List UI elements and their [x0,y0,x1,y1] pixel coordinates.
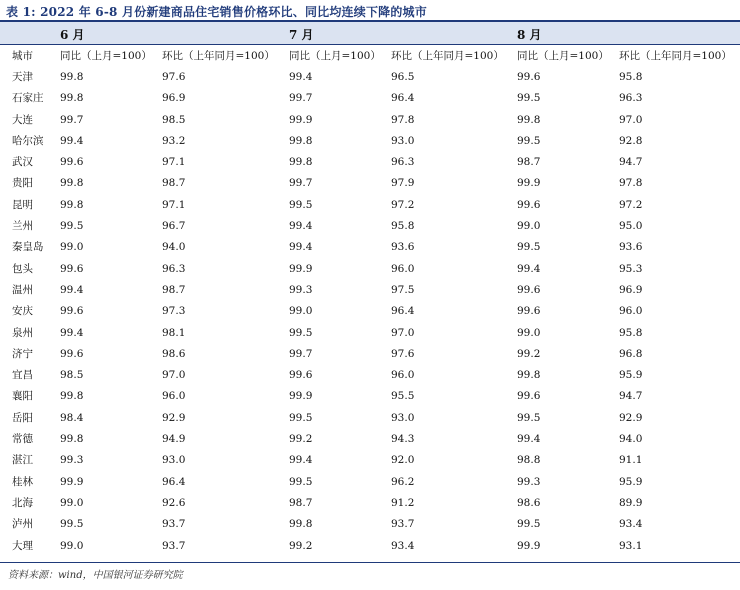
cell-city: 桂林 [12,475,33,488]
cell-mom-august: 95.0 [619,220,643,233]
table-row [0,301,740,322]
table-row [0,110,740,131]
cell-mom-july: 95.5 [391,390,415,403]
cell-yoy-august: 99.6 [517,390,541,403]
cell-mom-august: 92.9 [619,411,643,424]
cell-city: 天津 [12,71,33,83]
month-header-row [0,22,740,44]
cell-mom-june: 92.9 [162,411,186,424]
cell-city: 秦皇岛 [12,241,44,254]
cell-city: 北海 [12,496,33,509]
cell-yoy-august: 98.7 [517,156,541,169]
cell-mom-july: 97.0 [391,326,415,339]
cell-mom-june: 93.7 [162,539,186,552]
cell-yoy-june: 99.8 [60,92,84,105]
cell-yoy-august: 98.8 [517,454,541,467]
cell-yoy-june: 99.8 [60,433,84,446]
table-row [0,408,740,429]
cell-mom-july: 97.5 [391,283,415,296]
cell-yoy-july: 99.5 [289,475,313,488]
cell-mom-june: 93.2 [162,134,186,147]
cell-mom-june: 97.1 [162,198,186,211]
cell-yoy-july: 99.5 [289,411,313,424]
cell-yoy-july: 99.3 [289,283,313,296]
cell-city: 贵阳 [12,177,33,190]
cell-yoy-july: 99.4 [289,220,313,233]
column-header-row [0,45,740,67]
cell-mom-july: 96.5 [391,71,415,83]
cell-yoy-july: 99.7 [289,177,313,190]
cell-city: 宜昌 [12,369,33,382]
cell-mom-july: 93.6 [391,241,415,254]
cell-mom-july: 97.6 [391,347,415,360]
cell-yoy-august: 99.8 [517,369,541,382]
cell-yoy-july: 99.8 [289,156,313,169]
cell-yoy-june: 99.0 [60,539,84,552]
cell-mom-june: 97.1 [162,156,186,169]
cell-mom-august: 95.8 [619,71,643,83]
table-row [0,131,740,152]
header-yoy-june: 同比（上月=100） [60,50,152,62]
cell-yoy-june: 99.4 [60,326,84,339]
cell-yoy-june: 98.4 [60,411,84,424]
cell-mom-june: 98.5 [162,113,186,126]
table-body [0,67,740,557]
cell-mom-july: 96.3 [391,156,415,169]
month-july: 7 月 [289,28,314,42]
table-row [0,323,740,344]
cell-mom-august: 91.1 [619,454,643,467]
cell-mom-june: 93.7 [162,518,186,531]
cell-mom-june: 98.7 [162,283,186,296]
cell-mom-june: 98.6 [162,347,186,360]
cell-mom-july: 96.0 [391,262,415,275]
cell-mom-july: 93.4 [391,539,415,552]
table-row [0,67,740,88]
cell-mom-august: 95.8 [619,326,643,339]
cell-yoy-august: 99.6 [517,198,541,211]
cell-mom-june: 94.9 [162,433,186,446]
cell-mom-august: 94.7 [619,156,643,169]
cell-yoy-june: 99.4 [60,283,84,296]
cell-yoy-june: 99.7 [60,113,84,126]
cell-yoy-july: 99.4 [289,241,313,254]
cell-mom-august: 97.8 [619,177,643,190]
table-row [0,536,740,557]
cell-city: 济宁 [12,347,33,360]
cell-yoy-july: 99.4 [289,454,313,467]
cell-mom-august: 95.9 [619,475,643,488]
cell-yoy-june: 99.8 [60,198,84,211]
cell-yoy-august: 99.0 [517,326,541,339]
cell-yoy-june: 99.0 [60,496,84,509]
table-row [0,152,740,173]
cell-mom-august: 92.8 [619,134,643,147]
table-row [0,450,740,471]
month-august: 8 月 [517,28,542,42]
cell-yoy-july: 99.5 [289,198,313,211]
table-row [0,514,740,535]
cell-mom-august: 93.1 [619,539,643,552]
cell-yoy-july: 99.8 [289,518,313,531]
cell-city: 襄阳 [12,390,33,403]
cell-yoy-august: 99.9 [517,539,541,552]
cell-mom-july: 93.7 [391,518,415,531]
cell-mom-july: 97.8 [391,113,415,126]
cell-yoy-july: 99.7 [289,347,313,360]
cell-mom-july: 96.0 [391,369,415,382]
table-row [0,195,740,216]
cell-mom-august: 96.9 [619,283,643,296]
table-row [0,344,740,365]
cell-yoy-june: 99.6 [60,262,84,275]
cell-yoy-july: 98.7 [289,496,313,509]
cell-mom-june: 96.3 [162,262,186,275]
cell-mom-july: 91.2 [391,496,415,509]
cell-mom-june: 98.7 [162,177,186,190]
cell-yoy-june: 99.9 [60,475,84,488]
cell-yoy-august: 98.6 [517,496,541,509]
cell-yoy-june: 99.5 [60,220,84,233]
cell-mom-june: 96.9 [162,92,186,105]
cell-mom-june: 98.1 [162,326,186,339]
cell-city: 湛江 [12,454,33,467]
cell-yoy-july: 99.2 [289,433,313,446]
cell-mom-august: 96.0 [619,305,643,318]
cell-city: 泸州 [12,518,33,531]
cell-yoy-august: 99.5 [517,241,541,254]
header-yoy-august: 同比（上月=100） [517,50,609,62]
cell-city: 泉州 [12,326,33,339]
header-city: 城市 [12,50,33,62]
cell-yoy-june: 99.6 [60,156,84,169]
cell-yoy-july: 99.2 [289,539,313,552]
cell-mom-july: 93.0 [391,411,415,424]
cell-city: 哈尔滨 [12,134,44,147]
cell-mom-july: 93.0 [391,134,415,147]
cell-yoy-june: 99.8 [60,390,84,403]
table-row [0,429,740,450]
cell-yoy-august: 99.4 [517,433,541,446]
cell-mom-august: 96.8 [619,347,643,360]
header-mom-july: 环比（上年同月=100） [391,50,504,62]
cell-yoy-august: 99.3 [517,475,541,488]
cell-mom-august: 96.3 [619,92,643,105]
cell-mom-june: 97.3 [162,305,186,318]
cell-mom-july: 97.2 [391,198,415,211]
cell-city: 常德 [12,433,33,446]
cell-mom-june: 92.6 [162,496,186,509]
table-row [0,386,740,407]
table-row [0,237,740,258]
table-row [0,216,740,237]
cell-yoy-july: 99.7 [289,92,313,105]
cell-city: 温州 [12,283,33,296]
cell-mom-august: 94.0 [619,433,643,446]
header-mom-august: 环比（上年同月=100） [619,50,732,62]
source-note: 资料来源：wind，中国银河证券研究院 [8,570,183,581]
cell-yoy-july: 99.9 [289,390,313,403]
cell-yoy-june: 99.3 [60,454,84,467]
cell-mom-august: 95.3 [619,262,643,275]
cell-yoy-august: 99.6 [517,305,541,318]
cell-mom-july: 95.8 [391,220,415,233]
cell-yoy-july: 99.5 [289,326,313,339]
cell-mom-june: 96.4 [162,475,186,488]
cell-mom-july: 92.0 [391,454,415,467]
table-row [0,173,740,194]
table-row [0,365,740,386]
cell-mom-august: 93.6 [619,241,643,254]
header-yoy-july: 同比（上月=100） [289,50,381,62]
cell-yoy-august: 99.6 [517,71,541,83]
cell-yoy-august: 99.8 [517,113,541,126]
cell-yoy-july: 99.9 [289,113,313,126]
cell-mom-august: 93.4 [619,518,643,531]
header-mom-june: 环比（上年同月=100） [162,50,275,62]
cell-city: 兰州 [12,220,33,233]
cell-yoy-august: 99.2 [517,347,541,360]
cell-mom-june: 96.7 [162,220,186,233]
cell-mom-august: 89.9 [619,496,643,509]
cell-yoy-june: 98.5 [60,369,84,382]
cell-yoy-august: 99.4 [517,262,541,275]
cell-mom-august: 97.2 [619,198,643,211]
cell-city: 包头 [12,262,33,275]
cell-mom-july: 96.2 [391,475,415,488]
cell-mom-june: 93.0 [162,454,186,467]
cell-mom-june: 97.6 [162,71,186,83]
cell-mom-august: 97.0 [619,113,643,126]
month-june: 6 月 [60,28,85,42]
cell-yoy-june: 99.8 [60,71,84,83]
table-row [0,493,740,514]
cell-mom-july: 96.4 [391,92,415,105]
cell-yoy-august: 99.5 [517,411,541,424]
cell-yoy-july: 99.0 [289,305,313,318]
cell-yoy-july: 99.9 [289,262,313,275]
cell-mom-june: 97.0 [162,369,186,382]
cell-city: 岳阳 [12,411,33,424]
cell-yoy-august: 99.5 [517,92,541,105]
table-row [0,472,740,493]
cell-yoy-august: 99.5 [517,518,541,531]
table-row [0,259,740,280]
cell-yoy-june: 99.0 [60,241,84,254]
cell-mom-june: 94.0 [162,241,186,254]
cell-yoy-august: 99.6 [517,283,541,296]
cell-mom-july: 94.3 [391,433,415,446]
cell-mom-august: 94.7 [619,390,643,403]
cell-city: 大理 [12,539,33,552]
cell-yoy-june: 99.6 [60,305,84,318]
table-row [0,280,740,301]
cell-mom-july: 96.4 [391,305,415,318]
bottom-rule [0,562,740,563]
table-row [0,88,740,109]
cell-yoy-june: 99.5 [60,518,84,531]
cell-yoy-july: 99.8 [289,134,313,147]
cell-yoy-august: 99.0 [517,220,541,233]
cell-yoy-june: 99.6 [60,347,84,360]
cell-yoy-june: 99.8 [60,177,84,190]
cell-yoy-june: 99.4 [60,134,84,147]
cell-mom-july: 97.9 [391,177,415,190]
cell-yoy-august: 99.9 [517,177,541,190]
cell-mom-august: 95.9 [619,369,643,382]
cell-city: 昆明 [12,198,33,211]
cell-city: 大连 [12,113,33,126]
cell-city: 石家庄 [12,92,44,105]
cell-city: 武汉 [12,156,33,169]
table-title: 表 1: 2022 年 6-8 月份新建商品住宅销售价格环比、同比均连续下降的城市 [6,5,427,19]
cell-city: 安庆 [12,305,33,318]
cell-yoy-july: 99.4 [289,71,313,83]
cell-mom-june: 96.0 [162,390,186,403]
cell-yoy-august: 99.5 [517,134,541,147]
cell-yoy-july: 99.6 [289,369,313,382]
